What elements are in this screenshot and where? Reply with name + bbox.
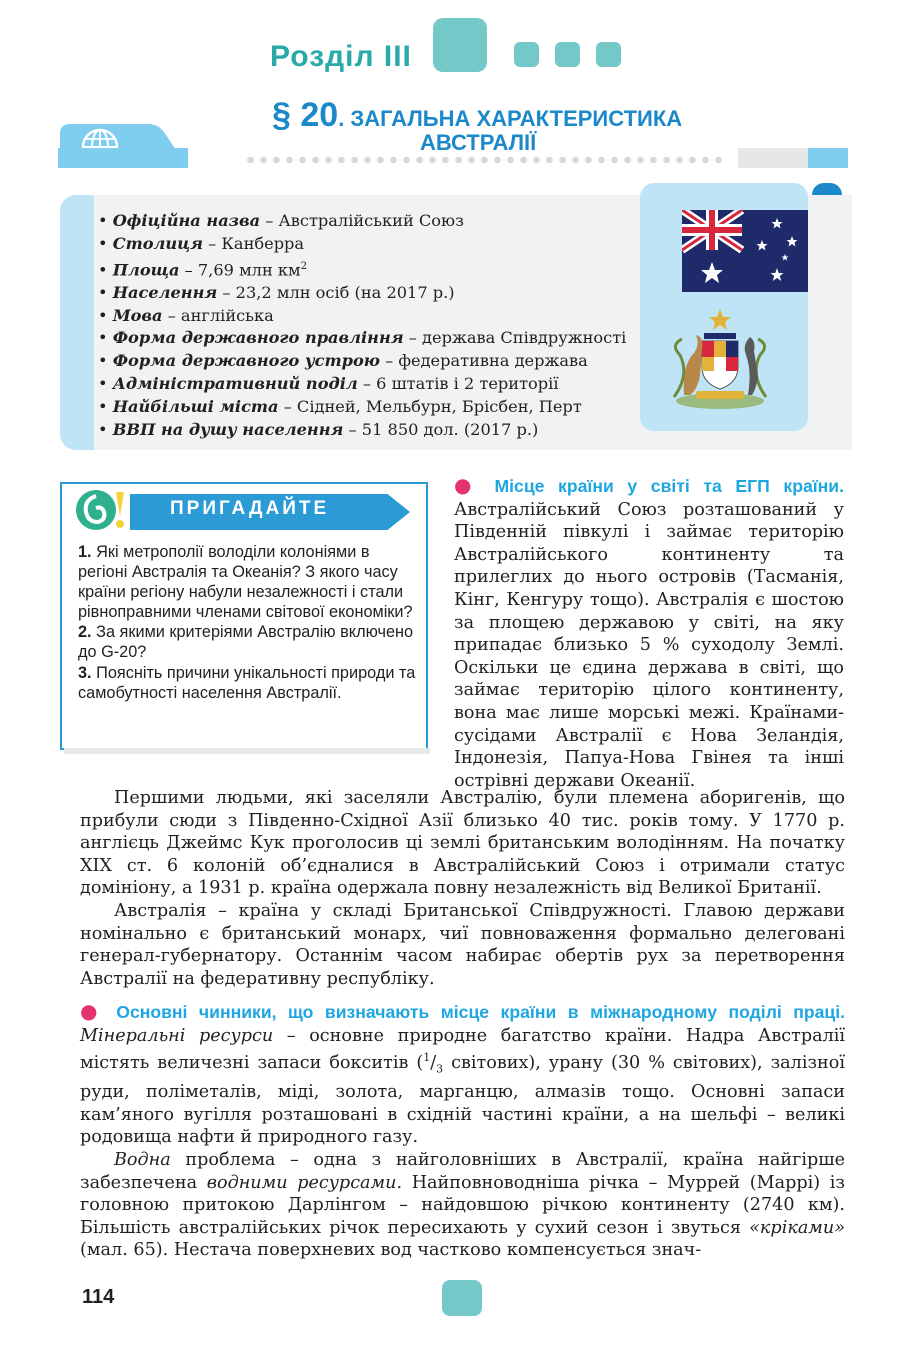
fact-key: Мова (112, 305, 163, 325)
fact-sup: 2 (300, 260, 307, 272)
fact-item: • ВВП на душу населення – 51 850 дол. (2017 р.) (98, 419, 539, 439)
fraction-denominator: 3 (436, 1062, 444, 1076)
question-number: 2. (78, 623, 92, 642)
text-part: проблема – одна з найголовніших в Австралії, країна найгірше забезпечена (80, 1149, 845, 1193)
footer-square (442, 1280, 482, 1316)
section-title-line2: АВСТРАЛІЇ (420, 130, 537, 155)
fact-key: ВВП на душу населення (112, 419, 344, 439)
section-1-heading: Місце країни у світі та ЕГП країни. (494, 476, 845, 496)
header-dotted-line (244, 156, 724, 164)
section-number: § 20 (272, 96, 339, 134)
remember-shadow (64, 748, 430, 754)
fact-key: Столиця (112, 233, 204, 253)
fact-value: – держава Співдружності (403, 328, 627, 348)
question-3 (78, 663, 418, 703)
text-part: (мал. 65). Нестача поверхневих вод частково компенсується знач- (80, 1240, 702, 1261)
fact-key: Форма державного правління (112, 328, 404, 348)
text-part: . Найповноводніша річка – Муррей (Маррі) із головною притокою Дарлінгом – найдовшою річкою континенту (2740 км). Більшість австралійських річок пересихають у сухий сезон і звуться (80, 1172, 846, 1238)
decor-square-small (514, 42, 539, 67)
section-1-paragraph (454, 474, 844, 792)
header-rule-left (58, 148, 188, 168)
bullet-dot-icon: ● (454, 473, 481, 497)
fact-value: – 7,69 млн км (179, 259, 301, 279)
question-1 (78, 542, 418, 622)
fact-value: – федеративна держава (379, 351, 588, 371)
fact-key: Найбільші міста (112, 396, 279, 416)
question-text: Які метрополії володіли колоніями в регіоні Австралія та Океанія? З якого часу країни регіону набули незалежності і стали рівноправними членами світової економіки? (78, 543, 413, 622)
text-part: – основне природне багатство країни. Надра Австралії містять величезні запаси бокситів ( (80, 1025, 846, 1074)
term-creeks: «кріками» (749, 1217, 845, 1238)
section-2-heading: Основні чинники, що визначають місце країни в міжнародному поділі праці. (116, 1002, 845, 1022)
fact-value: – 6 штатів і 2 території (357, 373, 559, 393)
fact-key: Офіційна назва (112, 211, 261, 230)
decor-square-large (433, 18, 487, 72)
fact-key: Населення (112, 282, 218, 302)
fact-item: • Форма державного правління – держава Співдружності (98, 328, 627, 348)
paragraph-history: Першими людьми, які заселяли Австралію, були племена аборигенів, що прибули сюди з Південно-Східної Азії близько 40 тис. років тому. У 1770 р. англієць Джеймс Кук проголосив ці землі британським володінням. На початку ХІХ ст. 6 колоній об’єдналися в Австралійський Союз і отримали статус домініону, а 1931 р. країна одержала повну незалежність від Великої Британії. (80, 788, 845, 899)
question-text: Поясніть причини унікальності природи та самобутності населення Австралії. (78, 663, 416, 702)
flag-panel-corner (812, 183, 842, 195)
facts-list (98, 210, 626, 441)
coat-of-arms-icon (660, 305, 780, 421)
fact-item: • Мова – англійська (98, 305, 274, 325)
chapter-label: Розділ ІІІ (270, 40, 412, 73)
decor-square-small (555, 42, 580, 67)
fact-item: • Населення – 23,2 млн осіб (на 2017 р.) (98, 282, 455, 302)
main-text-1 (80, 787, 845, 990)
fact-item: • Столиця – Канберра (98, 233, 305, 253)
fact-item: • Офіційна назва – Австралійський Союз (98, 211, 464, 230)
paragraph-government: Австралія – країна у складі Британської Співдружності. Главою держави номінально є британський монарх, чиї повноваження формально делеговані генерал-губернатору. Останнім часом набирає обертів рух за перетворення Австралії на федеративну республіку. (80, 900, 845, 989)
section-1-text: Австралійський Союз розташований у Південній півкулі і займає територію Австралійського континенту та прилеглих до нього островів (Тасманія, Кінг, Кенгуру тощо). Австралія є шостою за площею державою у світі, на яку припадає близько 5 % суходолу Землі. Оскільки це єдина держава в світі, що займає територію цілого континенту, вона має лише морські межі. Країнами-сусідами Австралії є Нова Зеландія, Індонезія, Папуа-Нова Гвінея та інші острівні держави Океанії. (454, 499, 844, 791)
fact-key: Адміністративний поділ (112, 373, 358, 393)
fact-value: – Канберра (203, 233, 305, 253)
term-water: Водна (114, 1149, 171, 1170)
fact-value: – Австралійський Союз (260, 211, 464, 230)
fact-item: • Найбільші міста – Сідней, Мельбурн, Брісбен, Перт (98, 396, 582, 416)
facts-box-accent (60, 195, 94, 450)
fact-value: – англійська (162, 305, 274, 325)
bullet-dot-icon: ● (80, 999, 105, 1023)
paragraph-resources: ● Основні чинники, що визначають місце країни в міжнародному поділі праці. Мінеральні ресурси – основне природне багатство країни. Надра Австралії містять величезні запаси бокситів ($^1/_3$ світових), урану (30 % світових), залізної руди, поліметалів, міді, золота, марганцю, алмазів тощо. Основні запаси кам’яного вугілля розташовані в східній частині країни, а на шельфі – великі родовища нафти й природного газу. (80, 999, 846, 1148)
question-text: За якими критеріями Австралію включено до G-20? (78, 623, 414, 662)
decor-square-small (596, 42, 621, 67)
term-water-resources: водними ресурсами (206, 1172, 397, 1193)
remember-questions (78, 542, 418, 703)
question-2 (78, 622, 418, 662)
australia-flag (682, 210, 808, 296)
section-1-intro (454, 474, 844, 792)
fact-key: Площа (112, 259, 180, 279)
fact-value: – 51 850 дол. (2017 р.) (343, 419, 539, 439)
fact-value: – 23,2 млн осіб (на 2017 р.) (217, 282, 455, 302)
fact-key: Форма державного устрою (112, 351, 380, 371)
question-number: 1. (78, 543, 92, 561)
remember-title: ПРИГАДАЙТЕ (170, 498, 330, 519)
main-text-2 (80, 1000, 845, 1262)
fact-value: – Сідней, Мельбурн, Брісбен, Перт (278, 396, 582, 416)
header-rule-grey (738, 148, 808, 168)
header-rule-blue (808, 148, 848, 168)
fraction-numerator: 1 (423, 1051, 431, 1065)
term-mineral: Мінеральні ресурси (80, 1025, 274, 1046)
text-part: світових), урану (30 % світових), залізної руди, поліметалів, міді, золота, марганцю, алмазів тощо. Основні запаси кам’яного вугілля розташовані в східній частині країни, а на шельфі – великі родовища нафти й природного газу. (80, 1053, 846, 1148)
page-number: 114 (82, 1286, 115, 1308)
paragraph-water (80, 1149, 845, 1262)
section-title-line1: . ЗАГАЛЬНА ХАРАКТЕРИСТИКА (338, 106, 683, 131)
fact-item: • Адміністративний поділ – 6 штатів і 2 території (98, 373, 559, 393)
fact-item: • Форма державного устрою – федеративна держава (98, 351, 588, 371)
question-number: 3. (78, 663, 92, 682)
remember-logo-icon (72, 486, 134, 538)
fact-item: • Площа – 7,69 млн $км^2$ (98, 259, 307, 279)
